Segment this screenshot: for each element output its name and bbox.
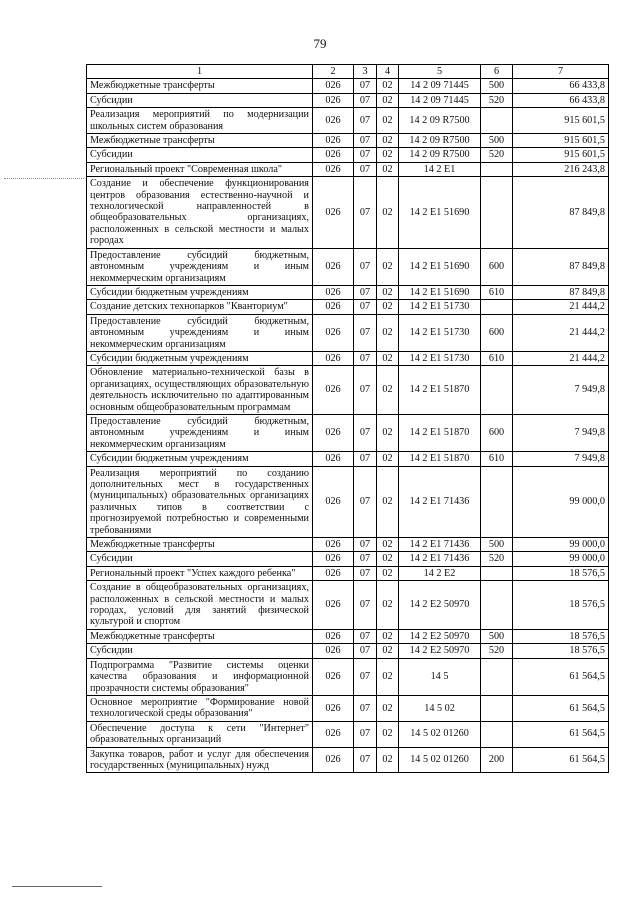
row-target-code: 14 5 [399,658,481,695]
column-header-ministry: 2 [313,65,354,79]
row-subsection-code: 02 [377,629,399,643]
table-row [87,721,609,747]
row-expense-type-code [481,300,513,314]
row-target-code: 14 2 E2 [399,566,481,580]
row-section-code: 07 [354,93,377,107]
row-expense-type-code [481,466,513,537]
row-amount: 99 000,0 [513,466,609,537]
row-amount: 61 564,5 [513,721,609,747]
row-subsection-code: 02 [377,108,399,134]
row-expense-type-code: 520 [481,552,513,566]
table-row [87,629,609,643]
row-subsection-code: 02 [377,177,399,248]
table-header-row [87,65,609,79]
column-header-target: 5 [399,65,481,79]
row-amount: 21 444,2 [513,300,609,314]
row-section-code: 07 [354,162,377,176]
row-section-code: 07 [354,134,377,148]
row-name: Основное мероприятие "Формирование новой технологической среды образования" [87,695,313,721]
row-target-code: 14 2 09 71445 [399,93,481,107]
row-name: Межбюджетные трансферты [87,538,313,552]
row-ministry-code: 026 [313,108,354,134]
row-section-code: 07 [354,644,377,658]
row-expense-type-code [481,695,513,721]
table-row [87,134,609,148]
table-row [87,314,609,351]
table-row [87,414,609,451]
table-row [87,695,609,721]
row-expense-type-code: 500 [481,538,513,552]
row-ministry-code: 026 [313,538,354,552]
row-target-code: 14 2 E1 51870 [399,452,481,466]
column-header-section: 3 [354,65,377,79]
table-row [87,162,609,176]
row-name: Субсидии [87,148,313,162]
page-number: 79 [313,36,327,51]
row-amount: 21 444,2 [513,314,609,351]
row-ministry-code: 026 [313,629,354,643]
row-ministry-code: 026 [313,552,354,566]
row-ministry-code: 026 [313,466,354,537]
table-row [87,747,609,773]
row-expense-type-code [481,581,513,630]
row-section-code: 07 [354,658,377,695]
row-expense-type-code [481,721,513,747]
row-name: Субсидии бюджетным учреждениям [87,452,313,466]
table-row [87,300,609,314]
row-expense-type-code: 520 [481,148,513,162]
row-amount: 7 949,8 [513,366,609,415]
row-target-code: 14 2 E1 51690 [399,248,481,285]
row-subsection-code: 02 [377,644,399,658]
row-expense-type-code [481,658,513,695]
row-name: Создание детских технопарков "Кванториум" [87,300,313,314]
row-name: Предоставление субсидий бюджетным, автономным учреждениям и иным некоммерческим организациям [87,248,313,285]
row-amount: 87 849,8 [513,177,609,248]
row-target-code: 14 2 E1 71436 [399,538,481,552]
row-name: Закупка товаров, работ и услуг для обеспечения государственных (муниципальных) нужд [87,747,313,773]
row-target-code: 14 2 E2 50970 [399,629,481,643]
row-section-code: 07 [354,629,377,643]
column-header-amount: 7 [513,65,609,79]
row-ministry-code: 026 [313,177,354,248]
row-expense-type-code: 610 [481,285,513,299]
row-amount: 87 849,8 [513,248,609,285]
row-ministry-code: 026 [313,658,354,695]
row-amount: 66 433,8 [513,79,609,93]
row-ministry-code: 026 [313,366,354,415]
row-name: Межбюджетные трансферты [87,134,313,148]
row-ministry-code: 026 [313,721,354,747]
row-section-code: 07 [354,285,377,299]
row-name: Региональный проект "Современная школа" [87,162,313,176]
row-section-code: 07 [354,79,377,93]
row-expense-type-code: 520 [481,644,513,658]
row-section-code: 07 [354,466,377,537]
row-section-code: 07 [354,695,377,721]
row-amount: 61 564,5 [513,658,609,695]
row-section-code: 07 [354,248,377,285]
row-target-code: 14 2 E1 51870 [399,414,481,451]
row-ministry-code: 026 [313,414,354,451]
row-name: Субсидии бюджетным учреждениям [87,285,313,299]
row-amount: 915 601,5 [513,108,609,134]
row-section-code: 07 [354,351,377,365]
row-section-code: 07 [354,721,377,747]
row-subsection-code: 02 [377,538,399,552]
row-expense-type-code: 610 [481,452,513,466]
row-subsection-code: 02 [377,552,399,566]
row-expense-type-code [481,108,513,134]
row-subsection-code: 02 [377,148,399,162]
column-header-expense-type: 6 [481,65,513,79]
row-name: Межбюджетные трансферты [87,79,313,93]
column-header-name: 1 [87,65,313,79]
row-expense-type-code: 500 [481,629,513,643]
row-subsection-code: 02 [377,351,399,365]
row-name: Субсидии [87,644,313,658]
row-expense-type-code: 500 [481,79,513,93]
budget-table [86,64,609,773]
row-target-code: 14 2 E1 51690 [399,177,481,248]
table-row [87,644,609,658]
row-section-code: 07 [354,747,377,773]
table-row [87,79,609,93]
row-subsection-code: 02 [377,162,399,176]
row-target-code: 14 5 02 [399,695,481,721]
table-row [87,248,609,285]
row-name: Реализация мероприятий по модернизации школьных систем образования [87,108,313,134]
row-expense-type-code: 610 [481,351,513,365]
row-amount: 7 949,8 [513,452,609,466]
table-row [87,552,609,566]
row-amount: 7 949,8 [513,414,609,451]
row-ministry-code: 026 [313,148,354,162]
row-name: Обновление материально-технической базы в организациях, осуществляющих образовательную деятельность исключительно по адаптированным основным общеобразовательным программам [87,366,313,415]
row-target-code: 14 2 09 71445 [399,79,481,93]
row-amount: 61 564,5 [513,747,609,773]
row-subsection-code: 02 [377,452,399,466]
table-row [87,351,609,365]
row-amount: 18 576,5 [513,566,609,580]
row-name: Субсидии [87,93,313,107]
row-target-code: 14 2 09 R7500 [399,134,481,148]
row-expense-type-code [481,366,513,415]
margin-dotted-line [4,178,84,179]
row-section-code: 07 [354,552,377,566]
row-subsection-code: 02 [377,79,399,93]
row-ministry-code: 026 [313,248,354,285]
row-section-code: 07 [354,414,377,451]
row-ministry-code: 026 [313,285,354,299]
row-subsection-code: 02 [377,695,399,721]
row-section-code: 07 [354,300,377,314]
row-amount: 21 444,2 [513,351,609,365]
row-expense-type-code [481,162,513,176]
row-subsection-code: 02 [377,466,399,537]
row-target-code: 14 2 E1 51730 [399,351,481,365]
row-target-code: 14 2 E1 51730 [399,300,481,314]
row-subsection-code: 02 [377,285,399,299]
row-ministry-code: 026 [313,581,354,630]
row-subsection-code: 02 [377,581,399,630]
table-row [87,366,609,415]
row-subsection-code: 02 [377,248,399,285]
row-ministry-code: 026 [313,93,354,107]
row-amount: 61 564,5 [513,695,609,721]
table-row [87,108,609,134]
row-target-code: 14 2 09 R7500 [399,108,481,134]
row-ministry-code: 026 [313,314,354,351]
row-name: Создание и обеспечение функционирования центров образования естественно-научной и технологической направленностей в общеобразовательных организациях, расположенных в сельской местности и малых городах [87,177,313,248]
row-amount: 915 601,5 [513,148,609,162]
row-ministry-code: 026 [313,300,354,314]
row-amount: 18 576,5 [513,629,609,643]
row-target-code: 14 2 09 R7500 [399,148,481,162]
row-name: Межбюджетные трансферты [87,629,313,643]
row-ministry-code: 026 [313,79,354,93]
row-subsection-code: 02 [377,366,399,415]
row-amount: 216 243,8 [513,162,609,176]
row-subsection-code: 02 [377,566,399,580]
footer-line [12,886,102,887]
row-amount: 18 576,5 [513,581,609,630]
row-target-code: 14 2 E1 [399,162,481,176]
row-expense-type-code: 200 [481,747,513,773]
row-subsection-code: 02 [377,414,399,451]
row-section-code: 07 [354,108,377,134]
row-name: Субсидии бюджетным учреждениям [87,351,313,365]
row-ministry-code: 026 [313,162,354,176]
table-row [87,93,609,107]
row-amount: 18 576,5 [513,644,609,658]
row-section-code: 07 [354,452,377,466]
row-subsection-code: 02 [377,134,399,148]
row-target-code: 14 2 E1 71436 [399,466,481,537]
row-target-code: 14 2 E2 50970 [399,644,481,658]
row-ministry-code: 026 [313,747,354,773]
row-ministry-code: 026 [313,695,354,721]
table-row [87,452,609,466]
row-subsection-code: 02 [377,721,399,747]
row-expense-type-code: 600 [481,414,513,451]
table-row [87,581,609,630]
table-row [87,658,609,695]
row-section-code: 07 [354,538,377,552]
row-name: Предоставление субсидий бюджетным, автономным учреждениям и иным некоммерческим организациям [87,314,313,351]
row-ministry-code: 026 [313,644,354,658]
row-section-code: 07 [354,566,377,580]
table-row [87,538,609,552]
row-section-code: 07 [354,366,377,415]
row-subsection-code: 02 [377,300,399,314]
row-target-code: 14 2 E1 51730 [399,314,481,351]
row-ministry-code: 026 [313,452,354,466]
row-section-code: 07 [354,177,377,248]
row-amount: 99 000,0 [513,552,609,566]
row-expense-type-code [481,566,513,580]
row-target-code: 14 5 02 01260 [399,721,481,747]
table-row [87,285,609,299]
row-section-code: 07 [354,148,377,162]
row-ministry-code: 026 [313,134,354,148]
table-row [87,566,609,580]
row-subsection-code: 02 [377,747,399,773]
row-name: Предоставление субсидий бюджетным, автономным учреждениям и иным некоммерческим организациям [87,414,313,451]
row-target-code: 14 5 02 01260 [399,747,481,773]
row-name: Подпрограмма "Развитие системы оценки качества образования и информационной прозрачности системы образования" [87,658,313,695]
row-section-code: 07 [354,314,377,351]
row-target-code: 14 2 E1 71436 [399,552,481,566]
row-expense-type-code: 600 [481,314,513,351]
row-target-code: 14 2 E2 50970 [399,581,481,630]
row-amount: 915 601,5 [513,134,609,148]
row-expense-type-code: 520 [481,93,513,107]
table-row [87,148,609,162]
row-name: Реализация мероприятий по созданию дополнительных мест в государственных (муниципальных) образовательных организациях различных типов в соответствии с прогнозируемой потребностью и современными требованиями [87,466,313,537]
row-amount: 87 849,8 [513,285,609,299]
row-subsection-code: 02 [377,93,399,107]
table-row [87,177,609,248]
row-amount: 66 433,8 [513,93,609,107]
row-expense-type-code: 600 [481,248,513,285]
row-name: Создание в общеобразовательных организациях, расположенных в сельской местности и малых городах, условий для занятий физической культурой и спортом [87,581,313,630]
row-amount: 99 000,0 [513,538,609,552]
row-section-code: 07 [354,581,377,630]
row-name: Субсидии [87,552,313,566]
row-name: Обеспечение доступа к сети "Интернет" образовательных организаций [87,721,313,747]
row-name: Региональный проект "Успех каждого ребенка" [87,566,313,580]
row-expense-type-code [481,177,513,248]
row-subsection-code: 02 [377,658,399,695]
row-ministry-code: 026 [313,566,354,580]
row-target-code: 14 2 E1 51690 [399,285,481,299]
row-expense-type-code: 500 [481,134,513,148]
row-subsection-code: 02 [377,314,399,351]
row-target-code: 14 2 E1 51870 [399,366,481,415]
table-row [87,466,609,537]
column-header-subsection: 4 [377,65,399,79]
row-ministry-code: 026 [313,351,354,365]
